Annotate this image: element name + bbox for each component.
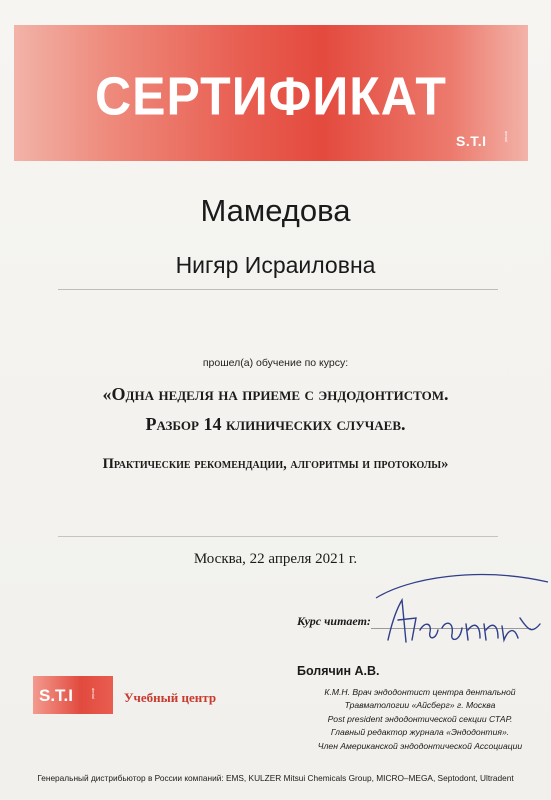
credential-line: Член Американской эндодонтической Ассоциации: [317, 740, 523, 751]
lecturer-name: Болячин А.В.: [297, 664, 380, 678]
recipient-surname: Мамедова: [200, 193, 351, 228]
course-intro: прошел(а) обучение по курсу:: [202, 357, 349, 369]
education-center-label: Учебный центр: [124, 690, 217, 705]
course-title-line-3: Практические рекомендации, алгоритмы и протоколы»: [102, 456, 449, 472]
recipient-given-names: Нигяр Исраиловна: [175, 252, 376, 278]
lecturer-credentials: [300, 686, 540, 753]
credential-line: Главный редактор журнала «Эндодонтия».: [330, 727, 510, 738]
course-title-line-1: «Одна неделя на приеме с эндодонтистом.: [102, 384, 449, 404]
distributor-footer: Генеральный дистрибьютор в России компаний: EMS, KULZER Mitsui Chemicals Group, MICRO–MEGA, Septodont, Ultradent: [37, 773, 514, 783]
course-divider: [58, 536, 498, 537]
education-center-logo-subtext: dental: [91, 688, 96, 699]
education-center-logo: [33, 676, 113, 714]
certificate-banner: [14, 25, 528, 161]
place-and-date: Москва, 22 апреля 2021 г.: [193, 551, 358, 567]
lecturer-label: Курс читает:: [297, 614, 371, 628]
name-underline: [58, 289, 498, 290]
handwritten-signature: [368, 560, 551, 670]
credential-line: К.М.Н. Врач эндодонтист центра дентальной: [324, 687, 516, 697]
course-title-line-2: Разбор 14 клинических случаев.: [145, 414, 406, 434]
credential-line: Травматологии «Айсберг» г. Москва: [344, 700, 496, 711]
sti-logo-subtext: dental: [504, 131, 509, 142]
education-center-logo-text: S.T.I: [39, 686, 74, 705]
certificate-title: СЕРТИФИКАТ: [95, 65, 447, 127]
sti-logo: S.T.I: [456, 133, 487, 149]
credential-line: Post president эндодонтической секции СТАР.: [327, 713, 513, 724]
